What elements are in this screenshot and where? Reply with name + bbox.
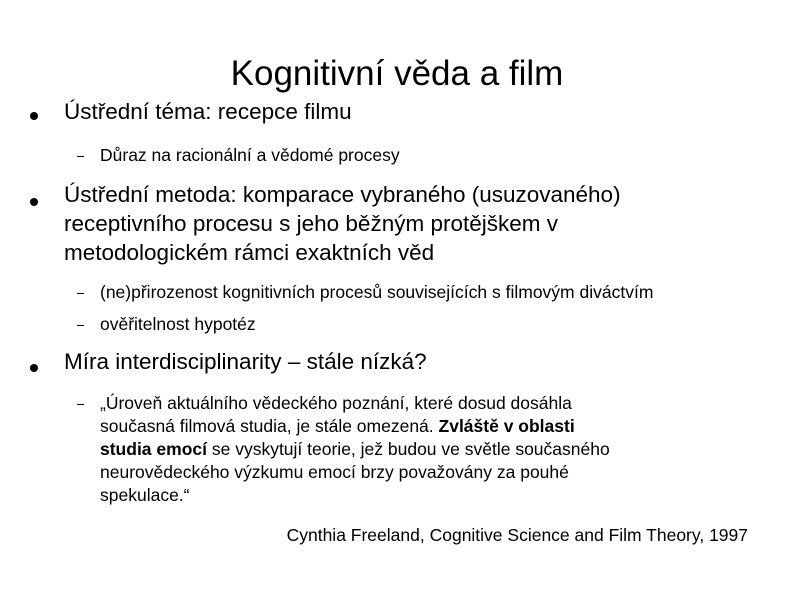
dash-icon — [77, 404, 84, 405]
bullet-3-text: Míra interdisciplinarity – stále nízká? — [64, 349, 427, 374]
quote-line-5: spekulace.“ — [100, 485, 190, 505]
quote-block — [100, 392, 760, 507]
dash-icon — [77, 325, 84, 326]
quote-line-2-normal: současná filmová studia, je stále omezená. — [100, 416, 439, 436]
dash-icon — [77, 156, 84, 157]
sub-bullet-2-1: (ne)přirozenost kognitivních procesů souvisejících s filmovým diváctvím — [100, 282, 654, 302]
quote-line-3-normal: se vyskytují teorie, jež budou ve světle současného — [206, 439, 610, 459]
quote-line-2-bold: Zvláště v oblasti — [438, 416, 575, 436]
quote-line-3-bold: studia emocí — [100, 439, 207, 459]
bullet-dot-icon — [30, 198, 38, 206]
quote-line-4: neurovědeckého výzkumu emocí brzy považovány za pouhé — [100, 462, 569, 482]
sub-bullet-1-1: Důraz na racionální a vědomé procesy — [100, 145, 400, 165]
bullet-1-text: Ústřední téma: recepce filmu — [64, 99, 352, 124]
dash-icon — [77, 293, 84, 294]
sub-bullet-2-2: ověřitelnost hypotéz — [100, 314, 256, 334]
quote-line-1: „Úroveň aktuálního vědeckého poznání, které dosud dosáhla — [100, 393, 572, 413]
quote-line-2 — [100, 415, 760, 438]
citation: Cynthia Freeland, Cognitive Science and Film Theory, 1997 — [286, 525, 748, 545]
slide-title: Kognitivní věda a film — [230, 54, 564, 93]
bullet-2-line-2: receptivního procesu s jeho běžným protějškem v — [64, 211, 558, 236]
bullet-2-line-1: Ústřední metoda: komparace vybraného (usuzovaného) — [64, 182, 621, 207]
bullet-2-line-3: metodologickém rámci exaktních věd — [64, 240, 435, 265]
quote-line-3 — [100, 438, 760, 461]
bullet-2-text — [64, 180, 764, 267]
bullet-dot-icon — [30, 112, 38, 120]
bullet-dot-icon — [30, 364, 38, 372]
